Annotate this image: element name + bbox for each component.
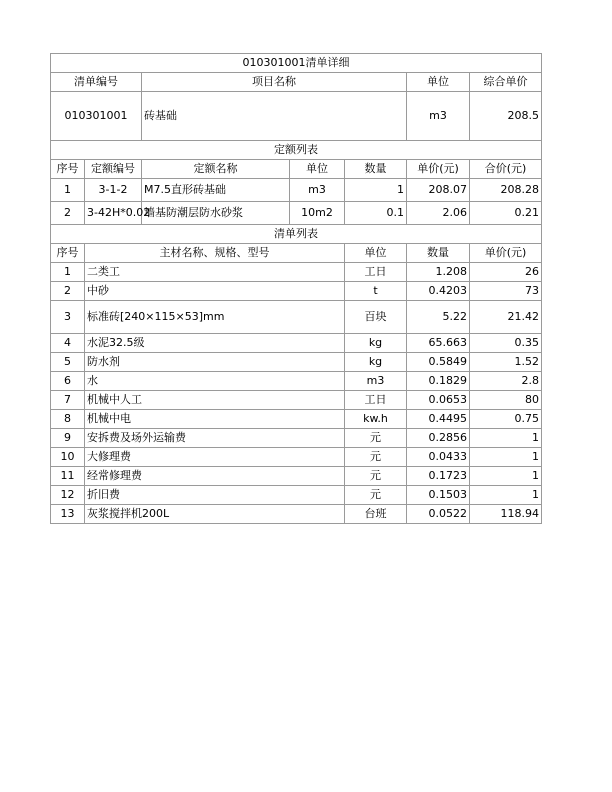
- material-cell-name: 经常修理费: [85, 467, 345, 486]
- quota-cell-name: M7.5直形砖基础: [142, 179, 290, 202]
- quota-header-cell: 序号: [51, 160, 85, 179]
- quota-cell-unit: m3: [290, 179, 345, 202]
- material-cell-index: 3: [51, 301, 85, 334]
- material-cell-unit: kg: [345, 353, 407, 372]
- quota-cell-name: 墙基防潮层防水砂浆: [142, 202, 290, 225]
- material-cell-qty: 0.1503: [407, 486, 470, 505]
- material-cell-unit: 元: [345, 486, 407, 505]
- material-cell-index: 2: [51, 282, 85, 301]
- quota-cell-code: 3-1-2: [85, 179, 142, 202]
- material-cell-name: 水: [85, 372, 345, 391]
- material-cell-unit: 元: [345, 429, 407, 448]
- material-row: [51, 429, 542, 448]
- material-cell-unit-price: 73: [470, 282, 542, 301]
- item-unit: m3: [407, 92, 470, 141]
- material-cell-unit: kg: [345, 334, 407, 353]
- quota-cell-unit-price: 208.07: [407, 179, 470, 202]
- material-cell-unit: 元: [345, 467, 407, 486]
- material-cell-qty: 0.0653: [407, 391, 470, 410]
- material-cell-unit: 工日: [345, 391, 407, 410]
- material-cell-index: 12: [51, 486, 85, 505]
- detail-table: [50, 53, 542, 524]
- header-price: 综合单价: [470, 73, 542, 92]
- sheet-title: 010301001清单详细: [51, 54, 542, 73]
- material-cell-index: 9: [51, 429, 85, 448]
- material-cell-name: 大修理费: [85, 448, 345, 467]
- quota-header-cell: 定额编号: [85, 160, 142, 179]
- material-cell-unit-price: 0.75: [470, 410, 542, 429]
- material-cell-unit: 元: [345, 448, 407, 467]
- material-row: [51, 301, 542, 334]
- material-cell-name: 防水剂: [85, 353, 345, 372]
- material-cell-name: 标准砖[240×115×53]mm: [85, 301, 345, 334]
- material-row: [51, 391, 542, 410]
- material-cell-index: 11: [51, 467, 85, 486]
- material-cell-name: 机械中电: [85, 410, 345, 429]
- material-cell-name: 中砂: [85, 282, 345, 301]
- quota-cell-unit: 10m2: [290, 202, 345, 225]
- item-code: 010301001: [51, 92, 142, 141]
- material-cell-name: 水泥32.5级: [85, 334, 345, 353]
- material-cell-unit-price: 26: [470, 263, 542, 282]
- material-cell-name: 灰浆搅拌机200L: [85, 505, 345, 524]
- material-cell-name: 二类工: [85, 263, 345, 282]
- material-row: [51, 448, 542, 467]
- quota-section-title: 定额列表: [51, 141, 542, 160]
- quota-header-cell: 单位: [290, 160, 345, 179]
- material-row: [51, 486, 542, 505]
- item-name: 砖基础: [142, 92, 407, 141]
- material-cell-index: 6: [51, 372, 85, 391]
- material-cell-qty: 0.4495: [407, 410, 470, 429]
- material-cell-unit-price: 0.35: [470, 334, 542, 353]
- material-cell-name: 机械中人工: [85, 391, 345, 410]
- quota-row: [51, 202, 542, 225]
- material-cell-unit: 百块: [345, 301, 407, 334]
- item-price: 208.5: [470, 92, 542, 141]
- material-header-cell: 主材名称、规格、型号: [85, 244, 345, 263]
- material-cell-name: 安拆费及场外运输费: [85, 429, 345, 448]
- material-cell-name: 折旧费: [85, 486, 345, 505]
- header-name: 项目名称: [142, 73, 407, 92]
- material-header-row: [51, 244, 542, 263]
- material-row: [51, 263, 542, 282]
- material-cell-unit-price: 80: [470, 391, 542, 410]
- quota-header-cell: 单价(元): [407, 160, 470, 179]
- material-cell-index: 1: [51, 263, 85, 282]
- material-cell-unit-price: 1: [470, 429, 542, 448]
- material-cell-index: 5: [51, 353, 85, 372]
- material-cell-unit-price: 118.94: [470, 505, 542, 524]
- material-cell-qty: 0.0522: [407, 505, 470, 524]
- material-header-cell: 序号: [51, 244, 85, 263]
- material-cell-unit: 工日: [345, 263, 407, 282]
- material-cell-index: 10: [51, 448, 85, 467]
- quota-cell-total: 0.21: [470, 202, 542, 225]
- quota-cell-unit-price: 2.06: [407, 202, 470, 225]
- material-header-cell: 数量: [407, 244, 470, 263]
- header-unit: 单位: [407, 73, 470, 92]
- material-cell-unit-price: 1: [470, 467, 542, 486]
- material-row: [51, 505, 542, 524]
- material-cell-unit-price: 1.52: [470, 353, 542, 372]
- material-cell-qty: 0.0433: [407, 448, 470, 467]
- material-row: [51, 282, 542, 301]
- material-cell-qty: 0.4203: [407, 282, 470, 301]
- material-cell-unit: m3: [345, 372, 407, 391]
- material-row: [51, 467, 542, 486]
- material-cell-qty: 0.1829: [407, 372, 470, 391]
- quota-cell-index: 2: [51, 202, 85, 225]
- quota-header-cell: 定额名称: [142, 160, 290, 179]
- material-cell-unit-price: 2.8: [470, 372, 542, 391]
- material-cell-index: 4: [51, 334, 85, 353]
- material-cell-unit-price: 1: [470, 486, 542, 505]
- material-cell-index: 7: [51, 391, 85, 410]
- quota-header-row: [51, 160, 542, 179]
- material-cell-unit: t: [345, 282, 407, 301]
- material-cell-unit-price: 21.42: [470, 301, 542, 334]
- material-header-cell: 单价(元): [470, 244, 542, 263]
- material-header-cell: 单位: [345, 244, 407, 263]
- material-cell-unit-price: 1: [470, 448, 542, 467]
- material-row: [51, 353, 542, 372]
- material-cell-qty: 0.1723: [407, 467, 470, 486]
- material-row: [51, 334, 542, 353]
- material-cell-index: 8: [51, 410, 85, 429]
- material-cell-qty: 0.5849: [407, 353, 470, 372]
- quota-header-cell: 数量: [345, 160, 407, 179]
- material-cell-qty: 65.663: [407, 334, 470, 353]
- quota-cell-total: 208.28: [470, 179, 542, 202]
- material-cell-qty: 0.2856: [407, 429, 470, 448]
- quota-cell-qty: 1: [345, 179, 407, 202]
- quota-cell-index: 1: [51, 179, 85, 202]
- material-cell-index: 13: [51, 505, 85, 524]
- material-cell-qty: 5.22: [407, 301, 470, 334]
- material-row: [51, 410, 542, 429]
- detail-sheet: [50, 53, 541, 524]
- material-cell-unit: kw.h: [345, 410, 407, 429]
- material-section-title: 清单列表: [51, 225, 542, 244]
- material-cell-unit: 台班: [345, 505, 407, 524]
- quota-cell-qty: 0.1: [345, 202, 407, 225]
- material-cell-qty: 1.208: [407, 263, 470, 282]
- material-row: [51, 372, 542, 391]
- quota-row: [51, 179, 542, 202]
- quota-header-cell: 合价(元): [470, 160, 542, 179]
- quota-cell-code: 3-42H*0.02: [85, 202, 142, 225]
- header-code: 清单编号: [51, 73, 142, 92]
